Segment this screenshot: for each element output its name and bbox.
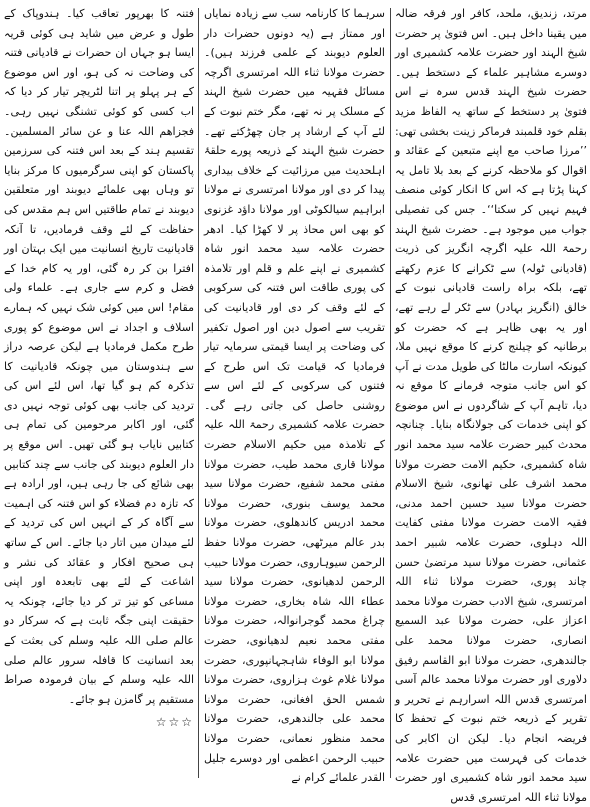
column-left: [4, 4, 198, 793]
column-right: [391, 4, 587, 804]
ending-stars-ornament: ☆☆☆: [155, 715, 194, 730]
column-middle: [199, 4, 390, 793]
column-middle-text: سرہما کا کارنامہ سب سے زیادہ نمایاں اور ممتاز ہے (یہ دونوں حضرات دار العلوم دیوبند کے علمی فرزند ہیں)۔ حضرت مولانا ثناء اللہ امرتسری اگرچہ مسائل فقہیہ میں حضرت شیخ الہند کے مسلک پر نہ تھے، مگر ختم نبوت کے لئے آپ کے ارشاد پر جان چھڑکتے تھے۔ حضرت شیخ الہند کے ذریعہ پورے حلقۂ اہلحدیث میں مرزائیت کے خلاف بیداری پیدا کر دی اور مولانا امرتسری نے مولانا ابراہیم سیالکوٹی اور مولانا داؤد غزنوی کو بھی اس محاذ پر لا کھڑا کیا۔ ادھر حضرت علامہ سید محمد انور شاہ کشمیری نے اپنے علم و قلم اور تلامذہ کی پوری طاقت اس فتنہ کی سرکوبی کے لئے وقف کر دی اور قادیانیت کی تقریب سے اصول دین اور اصول تکفیر کی وضاحت پر ایسا قیمتی سرمایہ تیار فرمادیا کہ قیامت تک اس طرح کے فتنوں کی سرکوبی کے لئے اس سے روشنی حاصل کی جاتی رہے گی۔ حضرت علامہ کشمیری رحمۃ اللہ علیہ کے تلامذہ میں حکیم الاسلام حضرت مولانا قاری محمد طیب، حضرت مولانا مفتی محمد شفیع، حضرت مولانا سید محمد یوسف بنوری، حضرت مولانا محمد ادریس کاندھلوی، حضرت مولانا بدر عالم میرٹھی، حضرت مولانا حفظ الرحمن سیوہاروی، حضرت مولانا حبیب الرحمن لدھیانوی، حضرت مولانا سید عطاء اللہ شاہ بخاری، حضرت مولانا چراغ محمد گوجرانوالہ، حضرت مولانا مفتی محمد نعیم لدھیانوی، حضرت مولانا ابو الوفاء شاہجہانپوری، حضرت مولانا غلام غوث ہزاروی، حضرت مولانا شمس الحق افغانی، حضرت مولانا محمد علی جالندھری، حضرت مولانا محمد منظور نعمانی، حضرت مولانا حبیب الرحمن اعظمی اور دوسرے جلیل القدر علمائے کرام نے: [204, 7, 385, 785]
column-right-text: مرتد، زندیق، ملحد، کافر اور فرقہ ضالہ میں یقینا داخل ہیں۔ اس فتویٰ پر حضرت شیخ الہند اور حضرت علامہ کشمیری اور دوسرے مشاہیر علماء کے دستخط ہیں۔ حضرت شیخ الہند قدس سرہ نے اس فتویٰ پر دستخط کے ساتھ یہ الفاظ مزید بقلم خود قلمبند فرماکر زینت بخشی تھی: ’’مرزا صاحب مع اپنے متبعین کے عقائد و اقوال کو ملاحظہ کرنے کے بعد بلا تامل یہ کہنا پڑتا ہے کہ اس کا انکار کوئی منصف فہیم نہیں کر سکتا‘‘۔ جس کی تفصیلی جواب میں موجود ہے۔ حضرت شیخ الہند رحمۃ اللہ علیہ اگرچہ انگریز کی ذریت (قادیانی ٹولہ) سے ٹکرانے کا عزم رکھتے تھے، بلکہ براہ راست قادیانی نبوت کے خالق (انگریز بہادر) سے ٹکر لے رہے تھے، اور یہ بھی ظاہر ہے کہ حضرت کو برطانیہ کو چیلنج کرنے کا موقع نہیں ملا، کیونکہ اسارت مالٹا کی طویل مدت نے آپ کو اس جانب متوجہ فرمانے کا موقع نہ دیا، تاہم آپ کے شاگردوں نے اس موضوع کو اپنی خدمات کی جولانگاہ بنایا۔ چنانچہ محدث کبیر حضرت علامہ سید محمد انور شاہ کشمیری، حکیم الامت حضرت مولانا محمد اشرف علی تھانوی، شیخ الاسلام حضرت مولانا سید حسین احمد مدنی، فقیہ الامت حضرت مولانا مفتی کفایت اللہ دہلوی، حضرت علامہ شبیر احمد عثمانی، حضرت مولانا سید مرتضیٰ حسن چاند پوری، حضرت مولانا ثناء اللہ امرتسری، شیخ الادب حضرت مولانا محمد اعزاز علی، حضرت مولانا عبد السمیع انصاری، حضرت مولانا محمد علی جالندھری، حضرت مولانا ابو القاسم رفیق دلاوری اور حضرت مولانا محمد عالم آسی امرتسری قدس اللہ اسرارہم نے تحریر و تقریر کے ذریعہ ختم نبوت کے تحفظ کا فریضہ انجام دیا۔ لیکن ان اکابر کی خدمات کی فہرست میں حضرت علامہ سید محمد انور شاہ کشمیری اور حضرت مولانا ثناء اللہ امرتسری قدس: [395, 7, 587, 804]
column-left-text: فتنہ کا بھرپور تعاقب کیا۔ ہندوپاک کے طول و عرض میں شاید ہی کوئی قریہ ایسا ہو جہاں ان حضرات نے قادیانی فتنہ کی وضاحت نہ کی ہو، اور اس موضوع کے ہر پہلو پر اتنا لٹریچر تیار کر دیا کہ اب کسی کو کوئی تشنگی نہیں رہی۔ فجزاھم اللہ عنا و عن سائر المسلمین۔ تقسیم ہند کے بعد اس فتنہ کی سرزمین پاکستان کو اپنی سرگرمیوں کا مرکز بنایا تو وہاں بھی علمائے دیوبند اور متعلقین دیوبند نے تمام طاقتیں اس ہم مقدس کی حفاظت کے لئے وقف فرمادیں، تا آنکہ قادیانیت تاریخ انسانیت میں ایک بہتان اور افترا بن کر رہ گئی، اور یہ کام خدا کے فضل و کرم سے جاری ہے۔ علماء ولی مقام! اس میں کوئی شک نہیں کہ ہمارے اسلاف و اجداد نے اس موضوع کو پوری طرح مکمل فرمادیا ہے لیکن عرصہ دراز سے ہندوستان میں چونکہ قادیانیت کا تذکرہ کم ہو گیا تھا، اس لئے اس کی تردید کی جانب بھی کوئی توجہ نہیں دی گئی، اور اکابر مرحومین کی تمام ہی کتابیں نایاب ہو گئی تھیں۔ اس موقع پر دار العلوم دیوبند کی جانب سے چند کتابیں بھی شائع کی جا رہی ہیں، اور ارادہ ہے کہ تازہ دم فضلاء کو اس فتنہ کی اہمیت سے آگاہ کر کے انہیں اس کی تردید کے لئے میدان میں اتار دیا جائے۔ اس کے ساتھ ہی صحیح افکار و عقائد کی نشر و اشاعت کے لئے بھی تابعدہ اور اپنی مساعی کو تیز تر کر دیا جائے، چونکہ یہ حقیقت اپنی جگہ ثابت ہے کہ سرکار دو عالم صلی اللہ علیہ وسلم کی بعثت کے بعد انسانیت کا قافلہ سرور عالم صلی اللہ علیہ وسلم کے بیان فرمودہ صراط مستقیم پر گامزن ہو جائے۔: [4, 7, 194, 706]
